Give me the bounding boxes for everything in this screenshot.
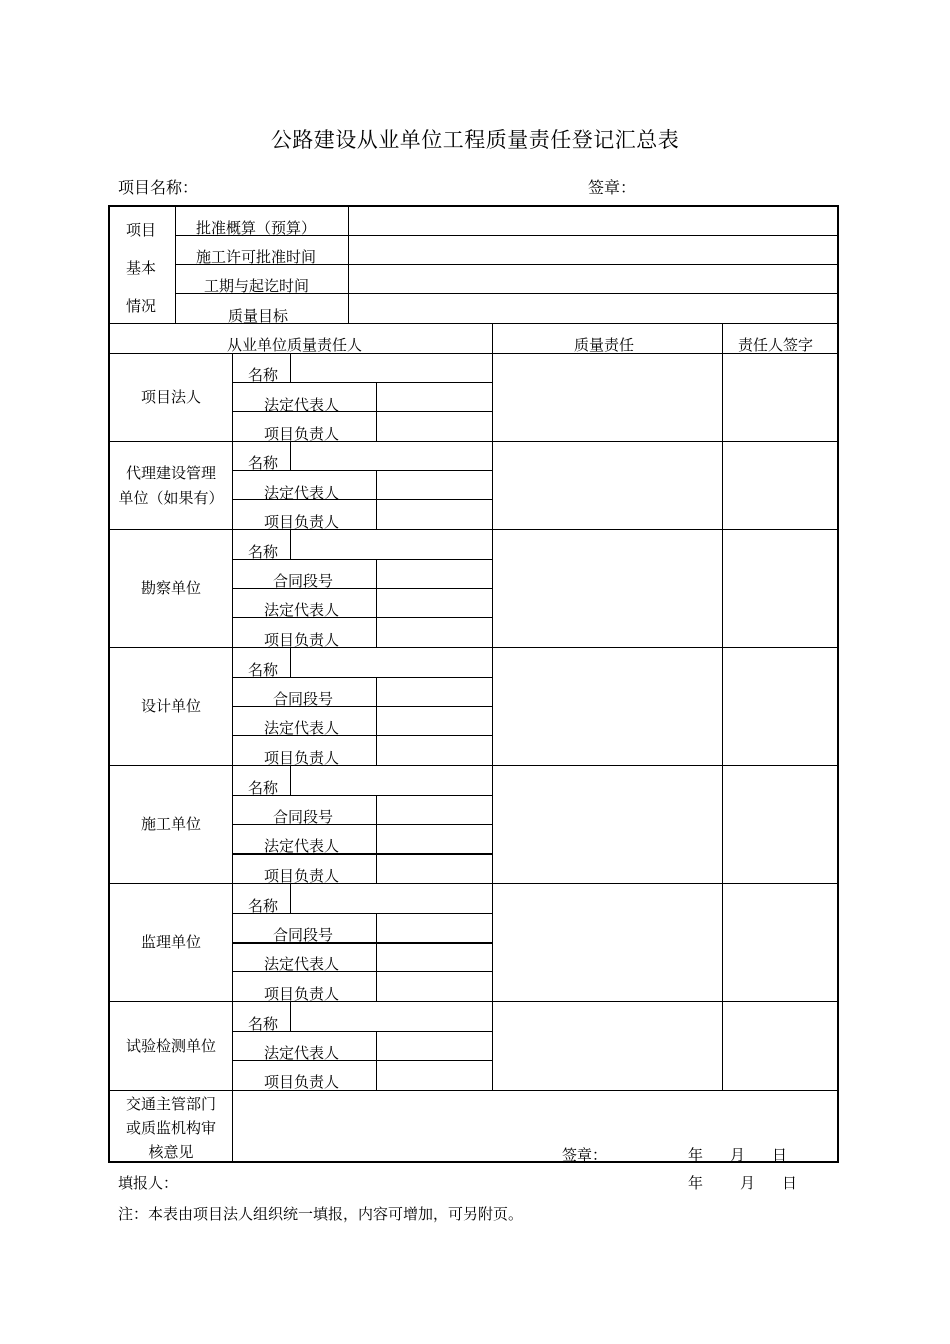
field-label: 名称 [248, 897, 279, 915]
unit-name: 监理单位 [140, 933, 201, 951]
footer-note: 注：本表由项目法人组织统一填报，内容可增加，可另附页。 [118, 1205, 524, 1223]
header-quality: 质量责任 [574, 336, 635, 354]
seal-label: 签章： [588, 178, 637, 197]
field-label: 合同段号 [273, 690, 334, 708]
field-label: 法定代表人 [264, 484, 340, 502]
field-label: 名称 [248, 779, 279, 797]
field-label: 法定代表人 [264, 955, 340, 973]
unit-name: 项目法人 [140, 388, 201, 406]
quality-target-label: 质量目标 [228, 307, 289, 325]
review-seal-label: 签章： [562, 1146, 608, 1164]
field-label: 项目负责人 [264, 749, 340, 767]
unit-name: 设计单位 [140, 697, 201, 715]
header-responsible: 从业单位质量责任人 [227, 336, 363, 354]
field-label: 项目负责人 [264, 985, 340, 1003]
unit-name: 试验检测单位 [125, 1037, 216, 1055]
field-label: 项目负责人 [264, 1073, 340, 1091]
basic-info-label: 基本 [126, 259, 157, 277]
basic-info-label: 情况 [126, 297, 157, 315]
page-title: 公路建设从业单位工程质量责任登记汇总表 [270, 128, 680, 152]
review-label: 或质监机构审 [125, 1119, 216, 1137]
field-label: 合同段号 [273, 572, 334, 590]
basic-info-label: 项目 [126, 221, 157, 239]
field-label: 项目负责人 [264, 425, 340, 443]
field-label: 法定代表人 [264, 719, 340, 737]
footer-day-label: 日 [782, 1174, 798, 1192]
unit-name-line: 代理建设管理 [125, 464, 216, 482]
project-name-label: 项目名称： [118, 178, 199, 197]
footer-year-label: 年 [688, 1174, 704, 1192]
field-label: 法定代表人 [264, 1044, 340, 1062]
header-signature: 责任人签字 [738, 336, 814, 354]
review-label: 交通主管部门 [125, 1095, 216, 1113]
registration-table [108, 205, 839, 1163]
filler-label: 填报人： [118, 1174, 179, 1192]
field-label: 名称 [248, 454, 279, 472]
field-label: 名称 [248, 661, 279, 679]
field-label: 名称 [248, 1015, 279, 1033]
field-label: 合同段号 [273, 926, 334, 944]
field-label: 合同段号 [273, 808, 334, 826]
field-label: 名称 [248, 543, 279, 561]
field-label: 法定代表人 [264, 837, 340, 855]
unit-name: 施工单位 [140, 815, 201, 833]
field-label: 法定代表人 [264, 601, 340, 619]
field-label: 项目负责人 [264, 631, 340, 649]
field-label: 法定代表人 [264, 396, 340, 414]
footer-month-label: 月 [740, 1174, 756, 1192]
review-month-label: 月 [730, 1146, 746, 1164]
review-label: 核意见 [148, 1143, 194, 1161]
field-label: 项目负责人 [264, 513, 340, 531]
field-label: 项目负责人 [264, 867, 340, 885]
construction-period-label: 工期与起讫时间 [204, 277, 310, 295]
field-label: 名称 [248, 366, 279, 384]
construction-permit-label: 施工许可批准时间 [196, 248, 317, 266]
unit-name: 勘察单位 [140, 579, 201, 597]
review-day-label: 日 [772, 1146, 788, 1164]
review-year-label: 年 [688, 1146, 704, 1164]
unit-name-line: 单位（如果有） [118, 489, 224, 507]
approved-budget-label: 批准概算（预算） [196, 219, 317, 237]
